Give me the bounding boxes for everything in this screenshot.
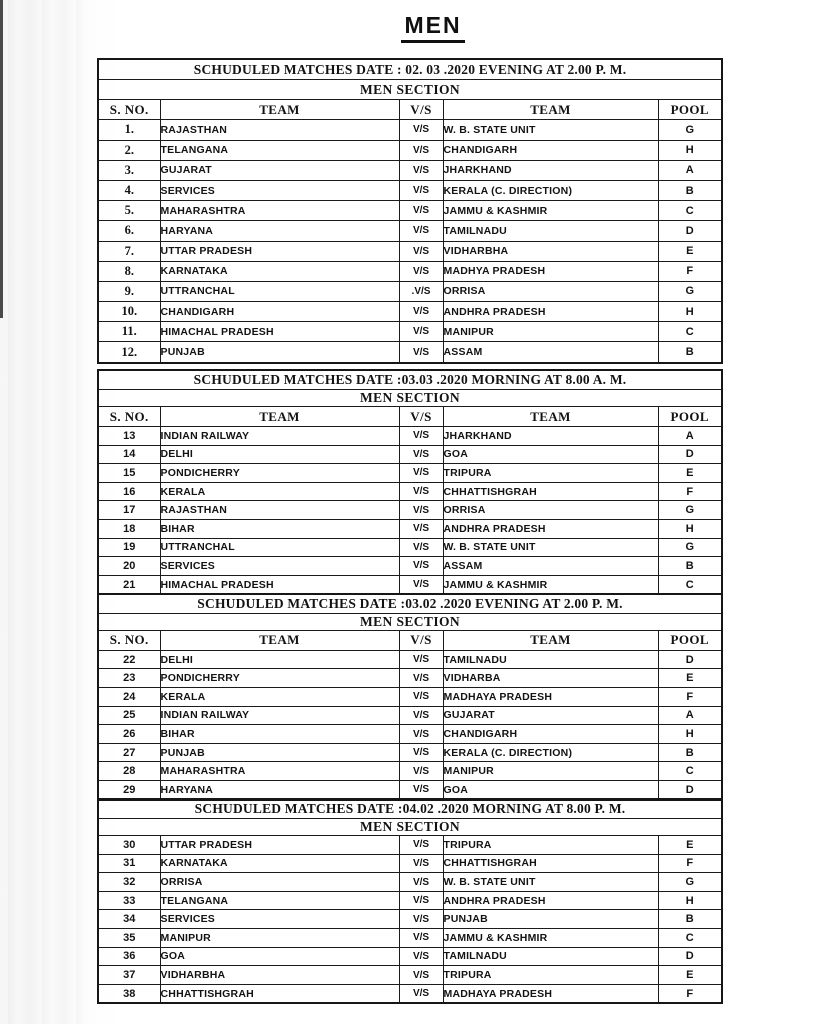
table-row xyxy=(98,281,722,301)
date-header-row xyxy=(98,370,722,390)
section-header-row xyxy=(98,80,722,100)
vs-cell: V/S xyxy=(399,575,443,594)
team2-cell: JAMMU & KASHMIR xyxy=(443,929,658,948)
schedule-block-1 xyxy=(97,58,721,364)
team1-cell: RAJASTHAN xyxy=(160,501,399,520)
serial-cell: 33 xyxy=(98,891,160,910)
pool-cell: C xyxy=(658,929,722,948)
serial-cell: 22 xyxy=(98,650,160,669)
team2-cell: CHANDIGARH xyxy=(443,140,658,160)
table-row xyxy=(98,519,722,538)
team2-cell: TRIPURA xyxy=(443,966,658,985)
team2-cell: TRIPURA xyxy=(443,836,658,855)
pool-cell: F xyxy=(658,688,722,707)
serial-cell: 15 xyxy=(98,464,160,483)
team2-cell: KERALA (C. DIRECTION) xyxy=(443,743,658,762)
serial-cell: 11. xyxy=(98,322,160,342)
schedule-block-2 xyxy=(97,369,721,1004)
table-row xyxy=(98,538,722,557)
pool-cell: D xyxy=(658,650,722,669)
serial-cell: 6. xyxy=(98,221,160,241)
table-row xyxy=(98,160,722,180)
serial-cell: 9. xyxy=(98,281,160,301)
vs-cell: V/S xyxy=(399,464,443,483)
serial-cell: 24 xyxy=(98,688,160,707)
column-header-row xyxy=(98,407,722,427)
pool-cell: C xyxy=(658,762,722,781)
vs-cell: V/S xyxy=(399,966,443,985)
team1-cell: KERALA xyxy=(160,482,399,501)
serial-cell: 12. xyxy=(98,342,160,363)
team1-cell: INDIAN RAILWAY xyxy=(160,706,399,725)
date-header-row xyxy=(98,799,722,819)
serial-cell: 19 xyxy=(98,538,160,557)
col-header-serial: S. NO. xyxy=(98,100,160,120)
vs-cell: V/S xyxy=(399,891,443,910)
vs-cell: V/S xyxy=(399,160,443,180)
pool-cell: G xyxy=(658,281,722,301)
col-header-team2: TEAM xyxy=(443,407,658,427)
table-row xyxy=(98,501,722,520)
serial-cell: 18 xyxy=(98,519,160,538)
team2-cell: VIDHARBHA xyxy=(443,241,658,261)
team1-cell: UTTAR PRADESH xyxy=(160,836,399,855)
team1-cell: HIMACHAL PRADESH xyxy=(160,575,399,594)
table-row xyxy=(98,201,722,221)
pool-cell: B xyxy=(658,180,722,200)
table-row xyxy=(98,947,722,966)
team1-cell: SERVICES xyxy=(160,910,399,929)
column-header-row xyxy=(98,100,722,120)
schedule-table-3 xyxy=(97,593,723,801)
table-row xyxy=(98,575,722,594)
team1-cell: PONDICHERRY xyxy=(160,669,399,688)
pool-cell: B xyxy=(658,342,722,363)
serial-cell: 4. xyxy=(98,180,160,200)
pool-cell: H xyxy=(658,725,722,744)
team2-cell: PUNJAB xyxy=(443,910,658,929)
section-header-row xyxy=(98,613,722,630)
page-title xyxy=(0,12,814,43)
team2-cell: ANDHRA PRADESH xyxy=(443,891,658,910)
table-row xyxy=(98,261,722,281)
vs-cell: V/S xyxy=(399,302,443,322)
serial-cell: 26 xyxy=(98,725,160,744)
team1-cell: SERVICES xyxy=(160,557,399,576)
vs-cell: V/S xyxy=(399,947,443,966)
team1-cell: BIHAR xyxy=(160,519,399,538)
section-header-row xyxy=(98,819,722,836)
serial-cell: 35 xyxy=(98,929,160,948)
pool-cell: F xyxy=(658,482,722,501)
team1-cell: PONDICHERRY xyxy=(160,464,399,483)
team2-cell: MADHYA PRADESH xyxy=(443,261,658,281)
table-row xyxy=(98,854,722,873)
vs-cell: V/S xyxy=(399,781,443,800)
col-header-vs: V/S xyxy=(399,100,443,120)
pool-cell: B xyxy=(658,743,722,762)
serial-cell: 1. xyxy=(98,120,160,140)
table-row xyxy=(98,669,722,688)
table-row xyxy=(98,221,722,241)
team2-cell: GOA xyxy=(443,781,658,800)
section-header: MEN SECTION xyxy=(98,390,722,407)
vs-cell: V/S xyxy=(399,519,443,538)
table-row xyxy=(98,241,722,261)
team2-cell: MANIPUR xyxy=(443,322,658,342)
date-header: SCHUDULED MATCHES DATE :03.02 .2020 EVENING AT 2.00 P. M. xyxy=(98,594,722,614)
pool-cell: C xyxy=(658,575,722,594)
vs-cell: V/S xyxy=(399,836,443,855)
table-row xyxy=(98,180,722,200)
team2-cell: TAMILNADU xyxy=(443,221,658,241)
team1-cell: PUNJAB xyxy=(160,342,399,363)
team1-cell: MANIPUR xyxy=(160,929,399,948)
pool-cell: B xyxy=(658,910,722,929)
team2-cell: VIDHARBA xyxy=(443,669,658,688)
table-row xyxy=(98,725,722,744)
team1-cell: KARNATAKA xyxy=(160,854,399,873)
serial-cell: 25 xyxy=(98,706,160,725)
team2-cell: JAMMU & KASHMIR xyxy=(443,575,658,594)
serial-cell: 28 xyxy=(98,762,160,781)
serial-cell: 13 xyxy=(98,427,160,446)
vs-cell: V/S xyxy=(399,669,443,688)
date-header-row xyxy=(98,59,722,80)
serial-cell: 23 xyxy=(98,669,160,688)
schedule-table-4 xyxy=(97,798,723,1004)
vs-cell: V/S xyxy=(399,261,443,281)
vs-cell: V/S xyxy=(399,140,443,160)
table-row xyxy=(98,302,722,322)
vs-cell: V/S xyxy=(399,538,443,557)
scan-edge-line xyxy=(0,0,3,318)
vs-cell: V/S xyxy=(399,650,443,669)
team1-cell: UTTAR PRADESH xyxy=(160,241,399,261)
pool-cell: D xyxy=(658,221,722,241)
team1-cell: DELHI xyxy=(160,445,399,464)
vs-cell: V/S xyxy=(399,322,443,342)
pool-cell: G xyxy=(658,538,722,557)
team1-cell: INDIAN RAILWAY xyxy=(160,427,399,446)
team2-cell: CHANDIGARH xyxy=(443,725,658,744)
pool-cell: H xyxy=(658,519,722,538)
table-row xyxy=(98,650,722,669)
team2-cell: JHARKHAND xyxy=(443,427,658,446)
vs-cell: V/S xyxy=(399,854,443,873)
team2-cell: W. B. STATE UNIT xyxy=(443,873,658,892)
serial-cell: 38 xyxy=(98,984,160,1003)
vs-cell: V/S xyxy=(399,445,443,464)
team2-cell: ANDHRA PRADESH xyxy=(443,519,658,538)
team2-cell: KERALA (C. DIRECTION) xyxy=(443,180,658,200)
pool-cell: G xyxy=(658,501,722,520)
table-row xyxy=(98,984,722,1003)
table-row xyxy=(98,445,722,464)
vs-cell: V/S xyxy=(399,688,443,707)
serial-cell: 14 xyxy=(98,445,160,464)
date-header: SCHUDULED MATCHES DATE :03.03 .2020 MORNING AT 8.00 A. M. xyxy=(98,370,722,390)
vs-cell: V/S xyxy=(399,241,443,261)
serial-cell: 17 xyxy=(98,501,160,520)
pool-cell: E xyxy=(658,464,722,483)
vs-cell: V/S xyxy=(399,984,443,1003)
pool-cell: G xyxy=(658,873,722,892)
team2-cell: GUJARAT xyxy=(443,706,658,725)
team2-cell: TAMILNADU xyxy=(443,947,658,966)
team2-cell: CHHATTISHGRAH xyxy=(443,854,658,873)
pool-cell: H xyxy=(658,891,722,910)
table-row xyxy=(98,781,722,800)
table-row xyxy=(98,557,722,576)
team2-cell: MADHAYA PRADESH xyxy=(443,984,658,1003)
pool-cell: D xyxy=(658,781,722,800)
vs-cell: V/S xyxy=(399,201,443,221)
vs-cell: V/S xyxy=(399,706,443,725)
pool-cell: D xyxy=(658,445,722,464)
col-header-pool: POOL xyxy=(658,630,722,650)
team1-cell: ORRISA xyxy=(160,873,399,892)
table-row xyxy=(98,120,722,140)
team1-cell: DELHI xyxy=(160,650,399,669)
col-header-team1: TEAM xyxy=(160,630,399,650)
team2-cell: JHARKHAND xyxy=(443,160,658,180)
pool-cell: A xyxy=(658,427,722,446)
serial-cell: 7. xyxy=(98,241,160,261)
serial-cell: 8. xyxy=(98,261,160,281)
team1-cell: VIDHARBHA xyxy=(160,966,399,985)
team1-cell: MAHARASHTRA xyxy=(160,201,399,221)
date-header-row xyxy=(98,594,722,614)
pool-cell: E xyxy=(658,966,722,985)
team2-cell: W. B. STATE UNIT xyxy=(443,538,658,557)
scan-streaks xyxy=(8,0,88,1024)
team2-cell: TAMILNADU xyxy=(443,650,658,669)
date-header: SCHUDULED MATCHES DATE : 02. 03 .2020 EVENING AT 2.00 P. M. xyxy=(98,59,722,80)
team2-cell: TRIPURA xyxy=(443,464,658,483)
team1-cell: SERVICES xyxy=(160,180,399,200)
pool-cell: F xyxy=(658,854,722,873)
team1-cell: GOA xyxy=(160,947,399,966)
col-header-vs: V/S xyxy=(399,630,443,650)
table-row xyxy=(98,873,722,892)
serial-cell: 21 xyxy=(98,575,160,594)
pool-cell: B xyxy=(658,557,722,576)
vs-cell: V/S xyxy=(399,482,443,501)
vs-cell: V/S xyxy=(399,873,443,892)
team2-cell: ANDHRA PRADESH xyxy=(443,302,658,322)
schedule-table-1 xyxy=(97,58,723,364)
table-row xyxy=(98,836,722,855)
team1-cell: HARYANA xyxy=(160,781,399,800)
team1-cell: HARYANA xyxy=(160,221,399,241)
serial-cell: 27 xyxy=(98,743,160,762)
table-row xyxy=(98,891,722,910)
team2-cell: ORRISA xyxy=(443,281,658,301)
table-row xyxy=(98,910,722,929)
serial-cell: 20 xyxy=(98,557,160,576)
team2-cell: GOA xyxy=(443,445,658,464)
team2-cell: MADHAYA PRADESH xyxy=(443,688,658,707)
team1-cell: CHHATTISHGRAH xyxy=(160,984,399,1003)
col-header-team1: TEAM xyxy=(160,407,399,427)
col-header-serial: S. NO. xyxy=(98,630,160,650)
column-header-row xyxy=(98,630,722,650)
serial-cell: 31 xyxy=(98,854,160,873)
col-header-pool: POOL xyxy=(658,407,722,427)
team2-cell: ORRISA xyxy=(443,501,658,520)
date-header: SCHUDULED MATCHES DATE :04.02 .2020 MORNING AT 8.00 P. M. xyxy=(98,799,722,819)
vs-cell: .V/S xyxy=(399,281,443,301)
team1-cell: CHANDIGARH xyxy=(160,302,399,322)
team1-cell: UTTRANCHAL xyxy=(160,538,399,557)
pool-cell: C xyxy=(658,201,722,221)
table-row xyxy=(98,706,722,725)
pool-cell: E xyxy=(658,241,722,261)
table-row xyxy=(98,482,722,501)
team1-cell: HIMACHAL PRADESH xyxy=(160,322,399,342)
vs-cell: V/S xyxy=(399,929,443,948)
serial-cell: 32 xyxy=(98,873,160,892)
team2-cell: ASSAM xyxy=(443,557,658,576)
team2-cell: W. B. STATE UNIT xyxy=(443,120,658,140)
vs-cell: V/S xyxy=(399,342,443,363)
serial-cell: 2. xyxy=(98,140,160,160)
vs-cell: V/S xyxy=(399,725,443,744)
col-header-team2: TEAM xyxy=(443,630,658,650)
vs-cell: V/S xyxy=(399,557,443,576)
serial-cell: 10. xyxy=(98,302,160,322)
col-header-serial: S. NO. xyxy=(98,407,160,427)
serial-cell: 36 xyxy=(98,947,160,966)
table-row xyxy=(98,322,722,342)
serial-cell: 30 xyxy=(98,836,160,855)
table-row xyxy=(98,342,722,363)
pool-cell: G xyxy=(658,120,722,140)
pool-cell: F xyxy=(658,261,722,281)
table-row xyxy=(98,688,722,707)
team1-cell: RAJASTHAN xyxy=(160,120,399,140)
section-header-row xyxy=(98,390,722,407)
section-header: MEN SECTION xyxy=(98,80,722,100)
team1-cell: KARNATAKA xyxy=(160,261,399,281)
team1-cell: TELANGANA xyxy=(160,891,399,910)
pool-cell: D xyxy=(658,947,722,966)
vs-cell: V/S xyxy=(399,427,443,446)
table-row xyxy=(98,966,722,985)
pool-cell: E xyxy=(658,669,722,688)
vs-cell: V/S xyxy=(399,120,443,140)
serial-cell: 5. xyxy=(98,201,160,221)
vs-cell: V/S xyxy=(399,180,443,200)
vs-cell: V/S xyxy=(399,501,443,520)
serial-cell: 29 xyxy=(98,781,160,800)
team2-cell: JAMMU & KASHMIR xyxy=(443,201,658,221)
team1-cell: BIHAR xyxy=(160,725,399,744)
pool-cell: H xyxy=(658,140,722,160)
table-row xyxy=(98,743,722,762)
team2-cell: MANIPUR xyxy=(443,762,658,781)
team1-cell: GUJARAT xyxy=(160,160,399,180)
col-header-team1: TEAM xyxy=(160,100,399,120)
table-row xyxy=(98,464,722,483)
table-row xyxy=(98,427,722,446)
table-row xyxy=(98,762,722,781)
section-header: MEN SECTION xyxy=(98,819,722,836)
section-header: MEN SECTION xyxy=(98,613,722,630)
pool-cell: F xyxy=(658,984,722,1003)
team1-cell: MAHARASHTRA xyxy=(160,762,399,781)
team1-cell: PUNJAB xyxy=(160,743,399,762)
pool-cell: E xyxy=(658,836,722,855)
pool-cell: C xyxy=(658,322,722,342)
vs-cell: V/S xyxy=(399,910,443,929)
team1-cell: UTTRANCHAL xyxy=(160,281,399,301)
pool-cell: A xyxy=(658,160,722,180)
serial-cell: 37 xyxy=(98,966,160,985)
serial-cell: 3. xyxy=(98,160,160,180)
team2-cell: CHHATTISHGRAH xyxy=(443,482,658,501)
col-header-pool: POOL xyxy=(658,100,722,120)
vs-cell: V/S xyxy=(399,221,443,241)
team1-cell: KERALA xyxy=(160,688,399,707)
serial-cell: 34 xyxy=(98,910,160,929)
table-row xyxy=(98,929,722,948)
col-header-vs: V/S xyxy=(399,407,443,427)
vs-cell: V/S xyxy=(399,762,443,781)
serial-cell: 16 xyxy=(98,482,160,501)
pool-cell: H xyxy=(658,302,722,322)
col-header-team2: TEAM xyxy=(443,100,658,120)
schedule-table-2 xyxy=(97,369,723,595)
team2-cell: ASSAM xyxy=(443,342,658,363)
team1-cell: TELANGANA xyxy=(160,140,399,160)
pool-cell: A xyxy=(658,706,722,725)
page-title-text: MEN xyxy=(401,12,464,43)
table-row xyxy=(98,140,722,160)
vs-cell: V/S xyxy=(399,743,443,762)
